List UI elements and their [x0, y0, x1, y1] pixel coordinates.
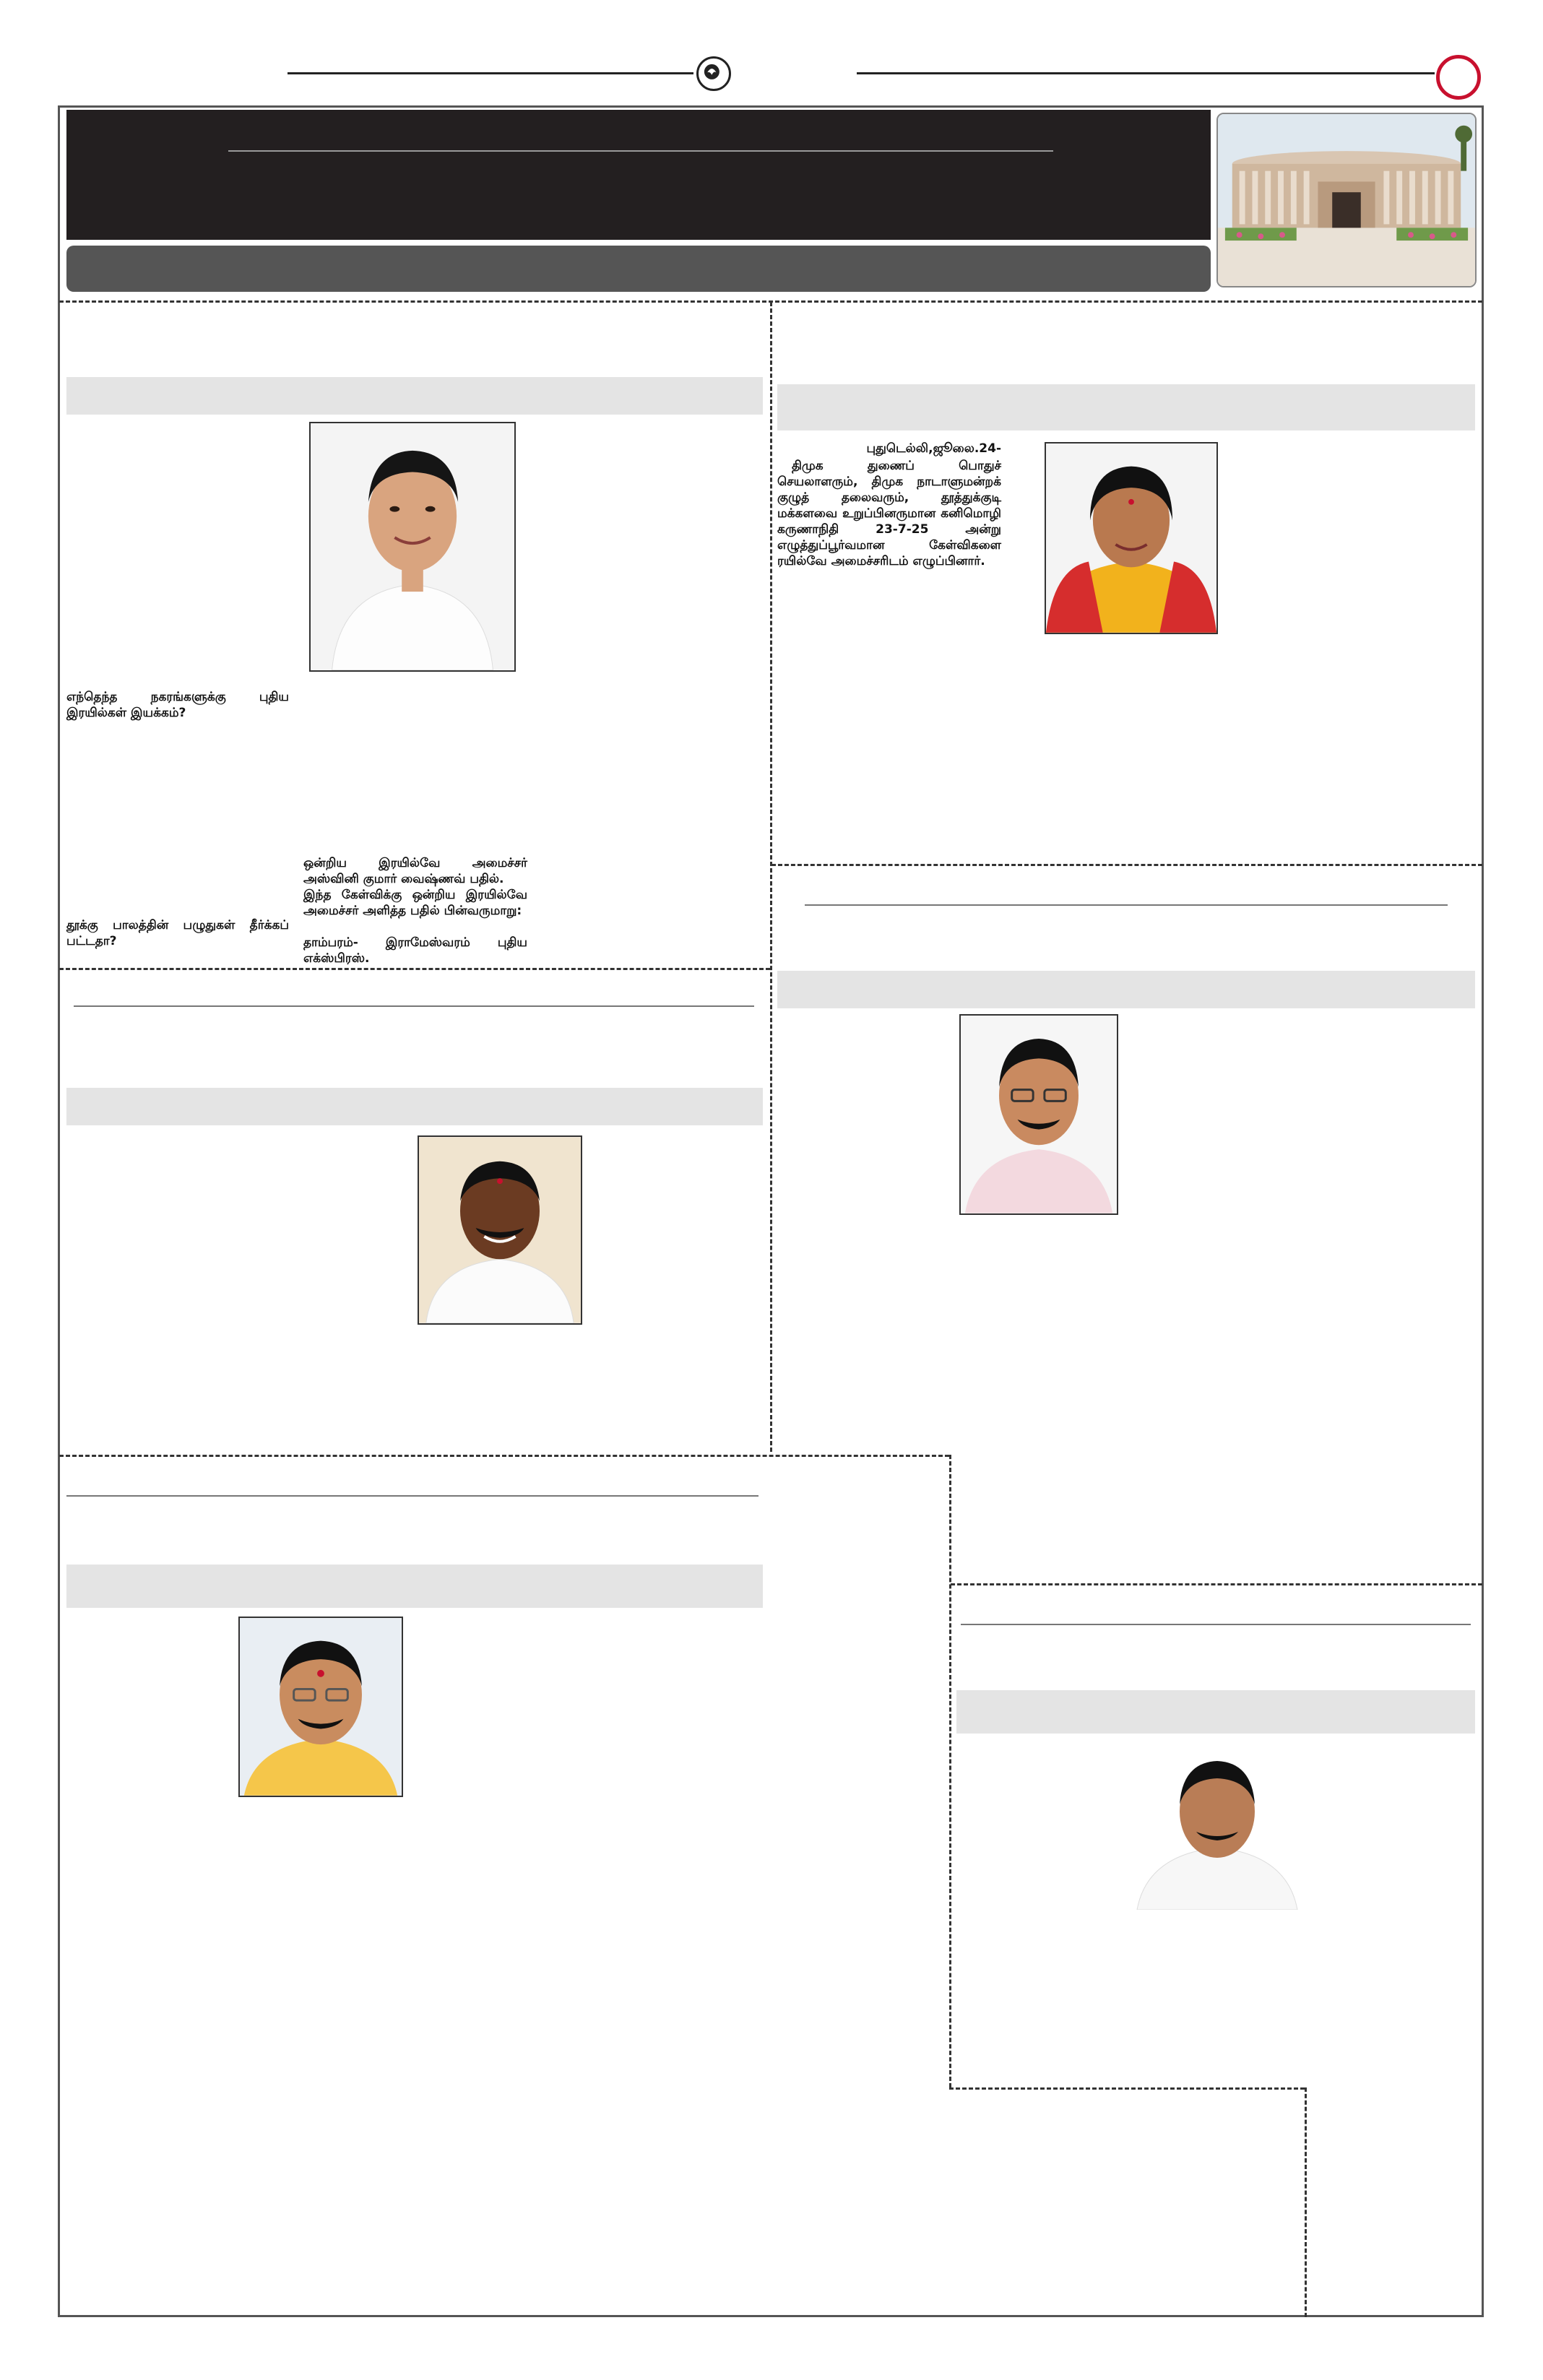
headline-rule-right-3 — [961, 1624, 1471, 1625]
emblem-icon — [696, 56, 731, 91]
headline-strip-left-3 — [66, 1565, 763, 1608]
headline-strip-kanimozhi — [777, 384, 1475, 430]
headline-strip-right-3 — [956, 1690, 1475, 1734]
headline-rule-left-2 — [74, 1005, 754, 1007]
divider-bottom-stub — [949, 2087, 1305, 2090]
mp-portrait-left-3 — [238, 1617, 403, 1797]
mp-portrait-railway — [309, 422, 516, 672]
railway-answer-3: தாம்பரம்- இராமேஸ்வரம் புதிய எக்ஸ்பிரஸ். — [303, 935, 527, 966]
parliament-photo — [1216, 113, 1477, 287]
column-divider-bottom — [1305, 2087, 1307, 2317]
railway-question-1: எந்தெந்த நகரங்களுக்கு புதிய இரயில்கள் இயக்கம்? — [66, 690, 289, 720]
railway-question-2: தூக்கு பாலத்தின் பழுதுகள் தீர்க்கப் பட்டதா? — [66, 918, 289, 948]
page-number-badge — [1436, 55, 1481, 100]
headline-strip-railway — [66, 377, 763, 415]
railway-answer-1: ஒன்றிய இரயில்வே அமைச்சர் அஸ்வினி குமார் வைஷ்ணவ் பதில். — [303, 856, 527, 886]
section-banner — [66, 110, 1211, 240]
header-rule-left — [288, 72, 693, 74]
mp-portrait-left-2 — [418, 1135, 582, 1325]
column-divider-upper — [770, 302, 772, 1452]
banner-divider — [228, 150, 1053, 152]
kanimozhi-portrait — [1045, 442, 1218, 634]
kanimozhi-dateline: புதுடெல்லி,ஜூலை.24- — [866, 441, 1001, 456]
mp-portrait-right-3 — [1136, 1742, 1299, 1910]
column-divider-middle — [949, 1455, 951, 2087]
kanimozhi-paragraph: திமுக துணைப் பொதுச் செயலாளரும், திமுக நாடாளுமன்றக் குழுத் தலைவரும், தூத்துக்குடி மக்களவை உறுப்பினருமான கனிமொழி கருணாநிதி 23-7-25 அன்று எழுத்துப்பூர்வமான கேள்விகளை ரயில்வே அமைச்சரிடம் எழுப்பினார். — [777, 459, 1001, 568]
railway-answer-2: இந்த கேள்விக்கு ஒன்றிய இரயில்வே அமைச்சர் அளித்த பதில் பின்வருமாறு: — [303, 888, 527, 918]
banner-subbar — [66, 246, 1211, 292]
headline-rule-right-2 — [805, 904, 1448, 906]
headline-strip-right-2 — [777, 971, 1475, 1008]
divider-right-2 — [951, 1583, 1482, 1585]
header-rule-right — [857, 72, 1435, 74]
headline-rule-left-3 — [66, 1495, 758, 1497]
divider-left-2 — [59, 1455, 949, 1457]
divider-right-1 — [772, 864, 1482, 866]
divider-left-1 — [59, 968, 770, 970]
headline-strip-left-2 — [66, 1088, 763, 1125]
mp-portrait-right-2 — [959, 1014, 1118, 1215]
